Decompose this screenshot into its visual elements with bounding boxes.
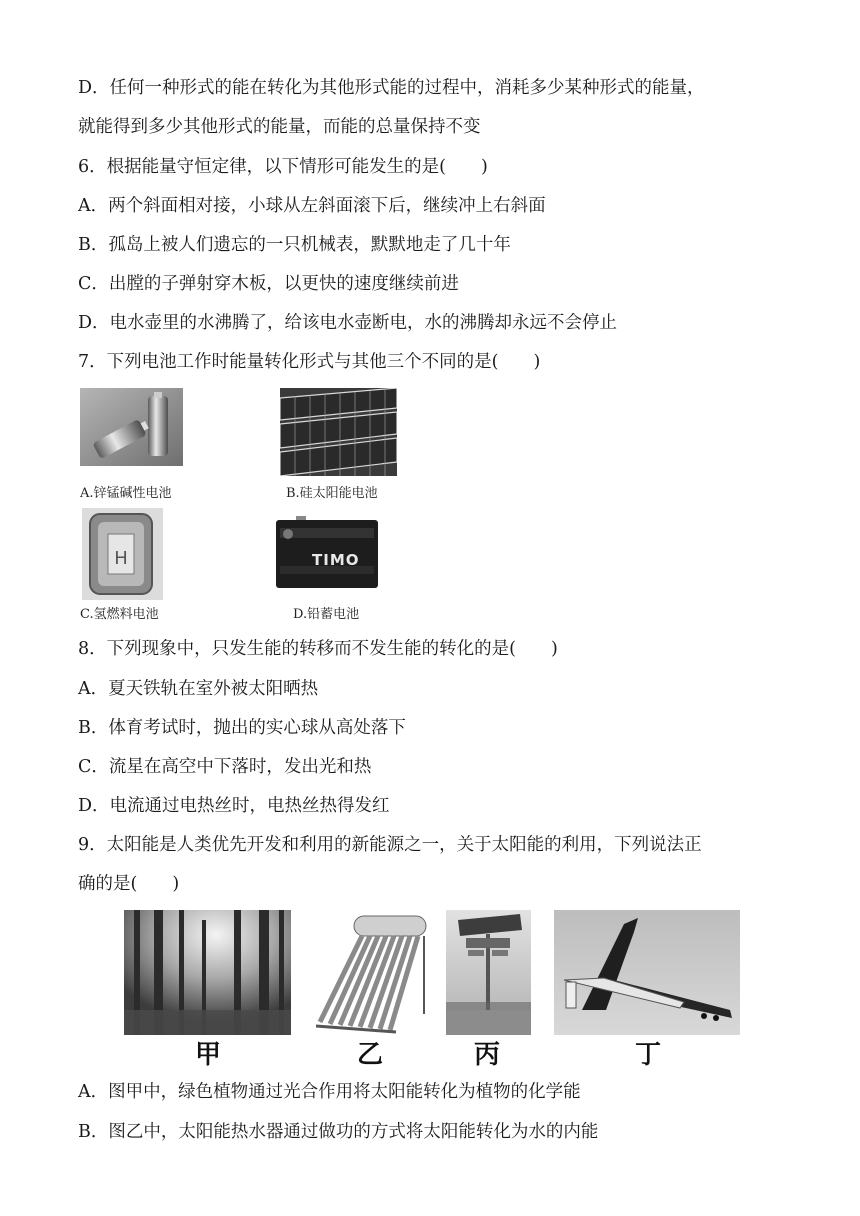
hydrogen-fuel-cell-photo <box>82 508 163 600</box>
question-8-stem: 8．下列现象中，只发生能的转移而不发生能的转化的是( ) <box>78 639 558 659</box>
question-8-option-c: C．流星在高空中下落时，发出光和热 <box>78 757 372 777</box>
solar-plane-photo <box>554 910 740 1035</box>
caption-alkaline-battery: A.锌锰碱性电池 <box>80 486 172 501</box>
question-9-option-a: A．图甲中，绿色植物通过光合作用将太阳能转化为植物的化学能 <box>78 1082 581 1102</box>
alkaline-battery-photo <box>80 388 183 466</box>
question-6-option-d: D．电水壶里的水沸腾了，给该电水壶断电，水的沸腾却永远不会停止 <box>78 313 618 333</box>
option-d-text-line1: D．任何一种形式的能在转化为其他形式能的过程中，消耗多少某种形式的能量， <box>78 78 705 98</box>
battery-brand-label: TIMO <box>312 551 360 569</box>
figure-label-yi: 乙 <box>356 1040 383 1070</box>
svg-text:H: H <box>114 548 128 569</box>
question-9-option-b: B．图乙中，太阳能热水器通过做功的方式将太阳能转化为水的内能 <box>78 1122 599 1142</box>
caption-solar-cell: B.硅太阳能电池 <box>286 486 378 501</box>
option-d-text-line2: 就能得到多少其他形式的能量，而能的总量保持不变 <box>78 117 481 137</box>
solar-water-heater-photo <box>312 914 430 1034</box>
question-6-option-c: C．出膛的子弹射穿木板，以更快的速度继续前进 <box>78 274 459 294</box>
figure-label-ding: 丁 <box>634 1040 661 1070</box>
figure-label-bing: 丙 <box>473 1040 500 1070</box>
figure-label-jia: 甲 <box>194 1040 221 1070</box>
lead-acid-battery-photo <box>272 514 382 590</box>
question-9-stem-line2: 确的是( ) <box>78 874 180 894</box>
question-6-option-b: B．孤岛上被人们遗忘的一只机械表，默默地走了几十年 <box>78 235 511 255</box>
question-8-option-d: D．电流通过电热丝时，电热丝热得发红 <box>78 796 390 816</box>
question-6-option-a: A．两个斜面相对接，小球从左斜面滚下后，继续冲上右斜面 <box>78 196 546 216</box>
caption-hydrogen-fuel-cell: C.氢燃料电池 <box>80 607 159 622</box>
question-8-option-a: A．夏天铁轨在室外被太阳晒热 <box>78 679 319 699</box>
solar-panel-photo <box>280 388 397 476</box>
question-9-stem-line1: 9．太阳能是人类优先开发和利用的新能源之一，关于太阳能的利用，下列说法正 <box>78 835 702 855</box>
question-6-stem: 6．根据能量守恒定律，以下情形可能发生的是( ) <box>78 157 488 177</box>
solar-street-light-photo <box>446 910 531 1035</box>
forest-sunlight-photo <box>124 910 291 1035</box>
caption-lead-acid-battery: D.铅蓄电池 <box>293 607 360 622</box>
question-7-stem: 7．下列电池工作时能量转化形式与其他三个不同的是( ) <box>78 352 541 372</box>
question-8-option-b: B．体育考试时，抛出的实心球从高处落下 <box>78 718 406 738</box>
